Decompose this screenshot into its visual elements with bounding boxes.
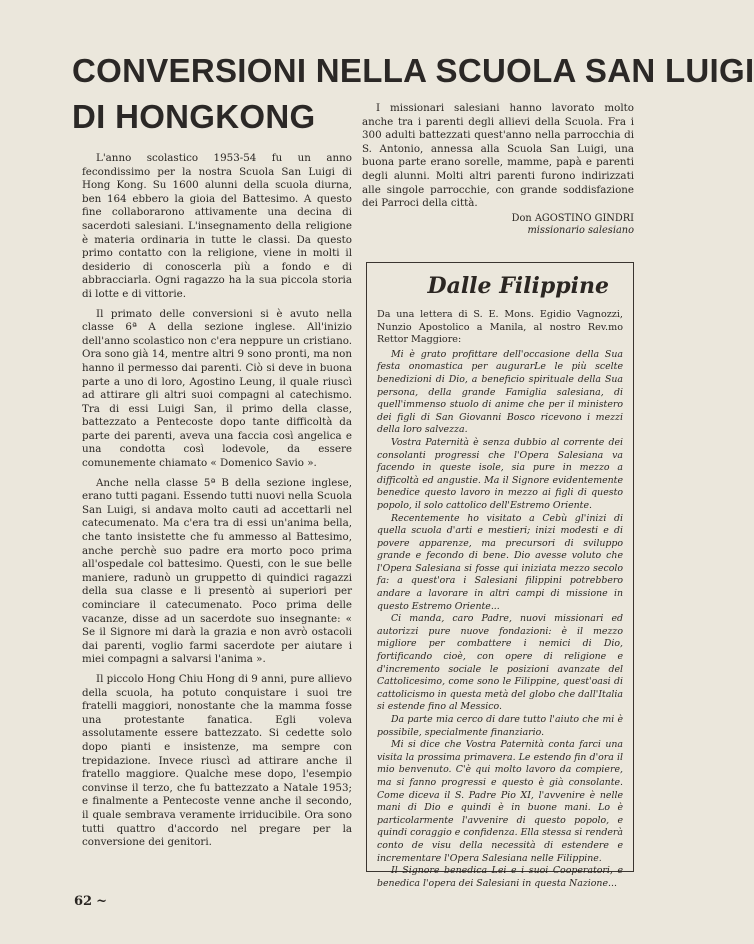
letter-paragraph: Il Signore benedica Lei e i suoi Cooperatori, e benedica l'opera dei Salesiani in questa Nazione... [377, 865, 623, 889]
paragraph: L'anno scolastico 1953-54 fu un anno fecondissimo per la nostra Scuola San Luigi di Hong Kong. Su 1600 alunni della scuola diurna, ben 164 ebbero la gioia del Battesimo. A questo fine collaborarono attivamente una decina di sacerdoti salesiani. L'insegnamento della religione è materia ordinaria in tutte le classi. Da questo primo contatto con la religione, viene in molti il desiderio di conoscerla più a fondo e di abbracciarla. Ogni ragazzo ha la sua piccola storia di lotte e di vittorie. [82, 152, 352, 300]
box-heading: Dalle Filippine [427, 273, 609, 299]
letter-paragraph: Vostra Paternità è senza dubbio al corrente dei consolanti progressi che l'Opera Salesiana va facendo in queste isole, sia pure in mezzo a difficoltà ed angustie. Ma il Signore evidentemente benedice questo lavoro in mezzo ai figli di questo popolo, il solo cattolico dell'Estremo Oriente. [377, 436, 623, 511]
left-column [82, 152, 352, 856]
page-number-value: 62 [74, 894, 93, 909]
page-ornament: ~ [96, 894, 107, 909]
philippines-letter-box [366, 262, 634, 889]
letter-paragraph: Ci manda, caro Padre, nuovi missionari ed autorizzi pure nuove fondazioni: è il mezzo migliore per combattere i nemici di Dio, fortificando cioè, con opere di religione e d'incremento sociale le posizioni avanzate del Cattolicesimo, come sono le Filippine, quest'oasi di cattolicismo in questa metà del globo che dall'Italia si estende fino al Messico. [377, 613, 623, 713]
signature-name: Don AGOSTINO GINDRI [511, 212, 634, 224]
paragraph: Il piccolo Hong Chiu Hong di 9 anni, pure allievo della scuola, ha potuto conquistare i suoi tre fratelli maggiori, nonostante che la mamma fosse una protestante fanatica. Egli voleva assolutamente essere battezzato. Si cedette solo dopo pianti e insistenze, ma sempre con trepidazione. Invece riuscì ad attirare anche il fratello maggiore. Qualche mese dopo, l'esempio convinse il terzo, che fu battezzato a Natale 1953; e finalmente a Pentecoste venne anche il secondo, il quale sembrava veramente irriducibile. Ora sono tutti quattro d'accordo nel pregare per la conversione dei genitori. [82, 672, 352, 849]
paragraph: I missionari salesiani hanno lavorato molto anche tra i parenti degli allievi della Scuola. Fra i 300 adulti battezzati quest'anno nella parrocchia di S. Antonio, annessa alla Scuola San Luigi, una buona parte erano sorelle, mamme, papà e parenti degli alunni. Molti altri parenti furono indirizzati alle singole parrocchie, con grande soddisfazione dei Parroci della città. [362, 102, 634, 210]
letter-paragraph: Da parte mia cerco di dare tutto l'aiuto che mi è possibile, specialmente finanziario. [377, 714, 623, 738]
letter-paragraph: Recentemente ho visitato a Cebù gl'inizi di quella scuola d'arti e mestieri; inizi modesti e di povere apparenze, ma precursori di sviluppo grande e fecondo di bene. Dio avesse voluto che l'Opera Salesiana si fosse qui iniziata mezzo secolo fa: a quest'ora i Salesiani filippini potrebbero andare a lavorare in altri campi di missione in questo Estremo Oriente... [377, 512, 623, 612]
letter-paragraph: Mi è grato profittare dell'occasione della Sua festa onomastica per augurarLe le più scelte benedizioni di Dio, a beneficio spirituale della Sua persona, della grande Famiglia salesiana, di quell'immenso stuolo di anime che per il ministero dei figli di San Giovanni Bosco ricevono i mezzi della loro salvezza. [377, 348, 623, 436]
paragraph: Anche nella classe 5ª B della sezione inglese, erano tutti pagani. Essendo tutti nuovi nella Scuola San Luigi, si andava molto cauti ad accettarli nel catecumenato. Ma c'era tra di essi un'anima bella, che tanto insistette che fu ammesso al Battesimo, anche perchè suo padre era morto poco prima all'ospedale col battesimo. Questi, con le sue belle maniere, radunò un gruppetto di quindici ragazzi della sua classe e li presentò ai superiori per cominciare il catecumenato. Poco prima delle vacanze, disse ad un sacerdote suo insegnante: « Se il Signore mi darà la grazia e non avrò ostacoli dai parenti, voglio farmi sacerdote per aiutare i miei compagni a salvarsi l'anima ». [82, 476, 352, 666]
signature [362, 213, 634, 238]
paragraph: Il primato delle conversioni si è avuto nella classe 6ª A della sezione inglese. All'inizio dell'anno scolastico non c'era neppure un cristiano. Ora sono già 14, mentre altri 9 sono pronti, ma non hanno il permesso dai parenti. Ciò si deve in buona parte a uno di loro, Agostino Leung, il quale riuscì ad attirare gli altri suoi compagni al catechismo. Tra di essi Luigi San, il primo della classe, battezzato a Pentecoste dopo tante difficoltà da parte dei parenti, aveva una faccia così angelica e una condotta così lodevole, da essere comunemente chiamato « Domenico Savio ». [82, 307, 352, 470]
title-line-2: DI HONGKONG [72, 98, 316, 135]
letter-paragraph: Mi si dice che Vostra Paternità conta farci una visita la prossima primavera. Le estendo fin d'ora il mio benvenuto. C'è qui molto lavoro da compiere, ma si fanno progressi e questo è già consolante. Come diceva il S. Padre Pio XI, l'avvenire è nelle mani di Dio e quindi è in buone mani. Lo è particolarmente l'avvenire di questo popolo, e quindi coraggio e confidenza. Ella stessa si renderà conto de visu della necessità di estendere e incrementare l'Opera Salesiana nelle Filippine. [377, 739, 623, 864]
right-column [362, 102, 634, 238]
box-intro: Da una lettera di S. E. Mons. Egidio Vagnozzi, Nunzio Apostolico a Manila, al nostro Rev.mo Rettor Maggiore: [377, 309, 623, 346]
page-number [74, 894, 107, 909]
title-line-1: CONVERSIONI NELLA SCUOLA SAN LUIGI [72, 52, 754, 89]
signature-role: missionario salesiano [527, 225, 634, 237]
